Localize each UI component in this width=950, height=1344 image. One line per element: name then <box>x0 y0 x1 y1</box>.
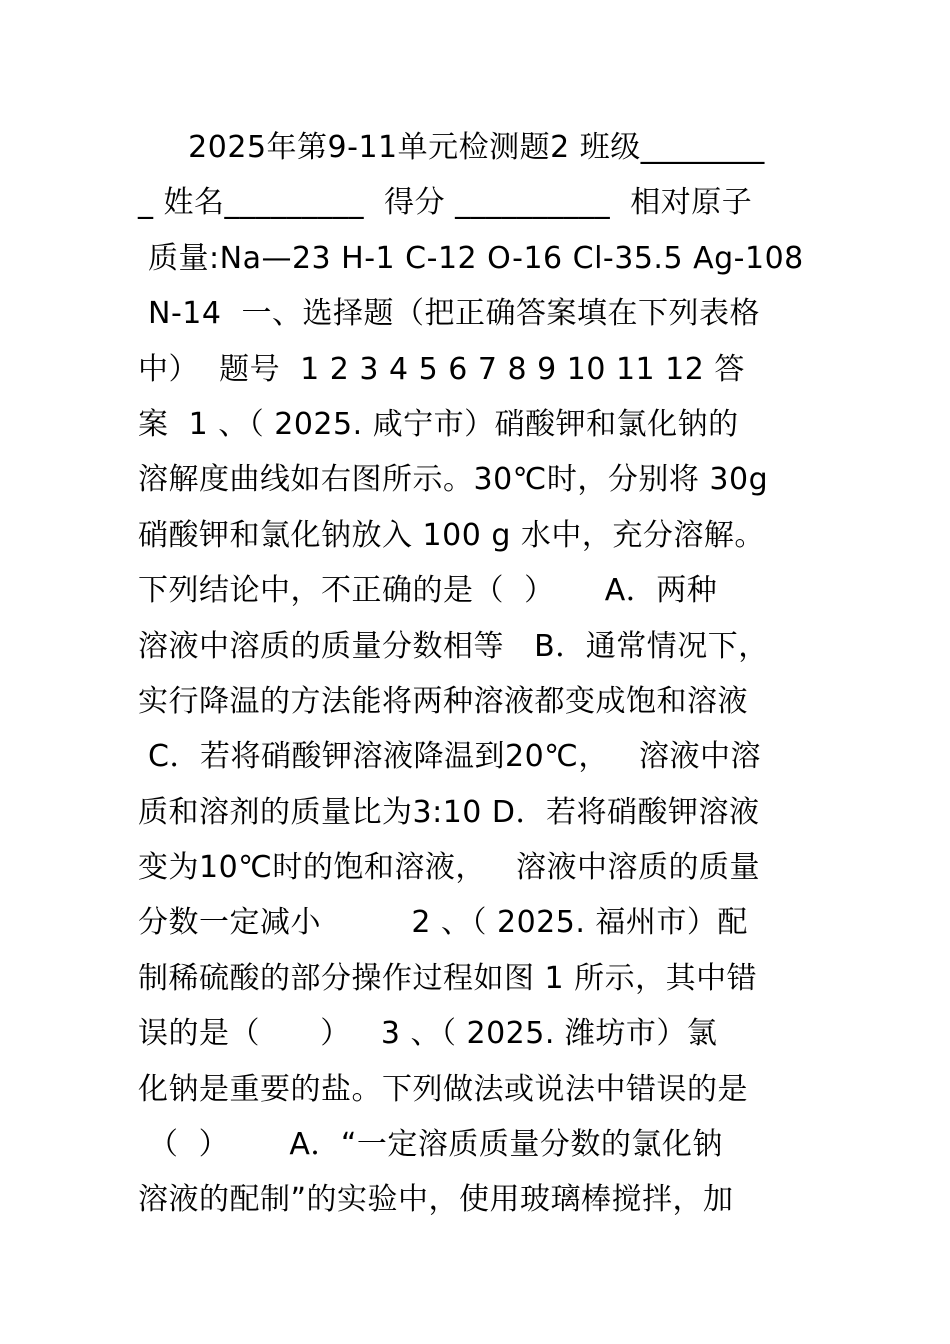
answer-table-header-line: 中） 题号 1 2 3 4 5 6 7 8 9 10 11 12 答 <box>138 351 745 387</box>
question-1-line-4: 下列结论中，不正确的是（ ） A．两种 <box>138 573 718 609</box>
section-heading-line: N-14 一、选择题（把正确答案填在下列表格 <box>138 296 761 332</box>
question-2-line-1: 分数一定减小 2 、（ 2025. 福州市）配 <box>138 905 748 941</box>
question-3-line-3: （ ） A．“一定溶质质量分数的氯化钠 <box>138 1127 723 1163</box>
question-1-line-2: 溶解度曲线如右图所示。30℃时，分别将 30g <box>138 462 769 498</box>
question-1-line-7: C．若将硝酸钾溶液降温到20℃， 溶液中溶 <box>138 739 761 775</box>
question-1-line-5: 溶液中溶质的质量分数相等 B．通常情况下， <box>138 628 769 664</box>
question-1-line-3: 硝酸钾和氯化钠放入 100 g 水中，充分溶解。 <box>138 517 765 553</box>
document-body <box>138 120 814 1228</box>
question-1-line-6: 实行降温的方法能将两种溶液都变成饱和溶液 <box>138 683 748 719</box>
question-2-line-2: 制稀硫酸的部分操作过程如图 1 所示，其中错 <box>138 960 758 996</box>
question-3-line-1: 误的是（ ） 3 、（ 2025. 潍坊市）氯 <box>138 1016 718 1052</box>
question-1-line-8: 质和溶剂的质量比为3:10 D．若将硝酸钾溶液 <box>138 794 760 830</box>
question-1-line-9: 变为10℃时的饱和溶液， 溶液中溶质的质量 <box>138 850 760 886</box>
title-line: 2025年第9-11单元检测题2 班级________ <box>138 130 765 165</box>
question-1-line-1: 案 1 、（ 2025. 咸宁市）硝酸钾和氯化钠的 <box>138 406 739 442</box>
question-3-line-2: 化钠是重要的盐。下列做法或说法中错误的是 <box>138 1071 748 1107</box>
question-3-line-4: 溶液的配制”的实验中，使用玻璃棒搅拌，加 <box>138 1182 734 1218</box>
name-score-line: _ 姓名_________ 得分 __________ 相对原子 <box>138 185 753 221</box>
atomic-mass-line: 质量:Na—23 H-1 C-12 O-16 Cl-35.5 Ag-108 <box>138 240 804 276</box>
